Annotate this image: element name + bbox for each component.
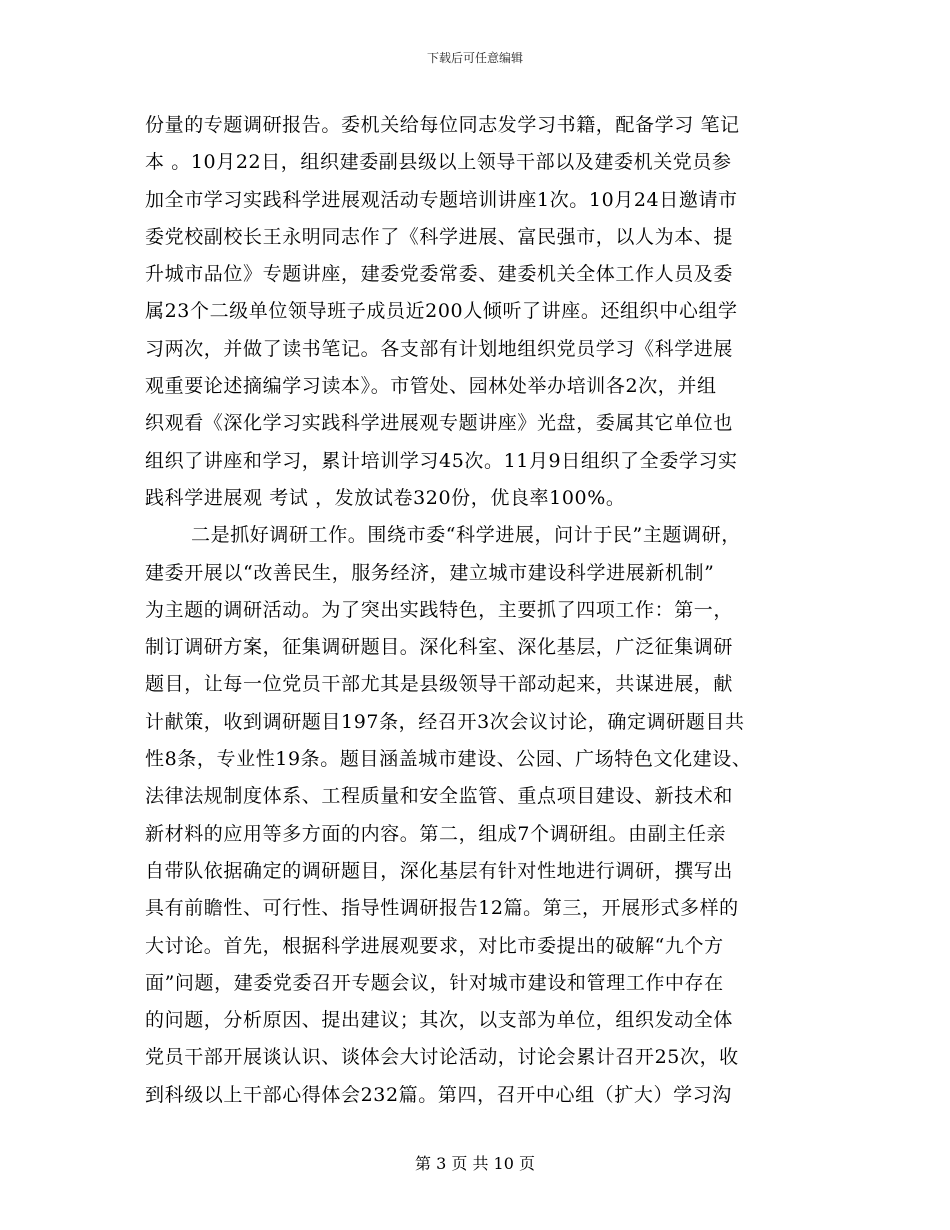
text-line: 份量的专题调研报告。委机关给每位同志发学习书籍，配备学习 笔记 — [145, 114, 740, 136]
text-line: 具有前瞻性、可行性、指导性调研报告12篇。第三，开展形式多样的 — [145, 897, 739, 920]
text-line: 性8条，专业性19条。题目涵盖城市建设、公园、广场特色文化建设、 — [145, 748, 752, 771]
text-line: 为主题的调研活动。为了突出实践特色，主要抓了四项工作：第一， — [145, 598, 734, 621]
text-line: 题目，让每一位党员干部尤其是县级领导干部动起来，共谋进展，献 — [145, 673, 734, 696]
text-line: 二是抓好调研工作。围绕市委“科学进展，问计于民”主题调研， — [191, 524, 741, 547]
text-line: 到科级以上干部心得体会232篇。第四，召开中心组（扩大）学习沟 — [145, 1083, 732, 1106]
text-line: 的问题，分析原因、提出建议；其次，以支部为单位，组织发动全体 — [145, 1009, 734, 1032]
page-number-footer: 第 3 页 共 10 页 — [415, 1154, 535, 1173]
text-line: 织观看《深化学习实践科学进展观专题讲座》光盘，委属其它单位也 — [145, 412, 734, 435]
text-line: 组织了讲座和学习，累计培训学习45次。11月9日组织了全委学习实 — [145, 449, 738, 472]
text-line: 面”问题，建委党委召开专题会议，针对城市建设和管理工作中存在 — [145, 971, 724, 994]
text-line: 大讨论。首先，根据科学进展观要求，对比市委提出的破解“九个方 — [145, 934, 724, 957]
text-line: 新材料的应用等多方面的内容。第二，组成7个调研组。由副主任亲 — [145, 822, 727, 845]
text-line: 自带队依据确定的调研题目，深化基层有针对性地进行调研，撰写出 — [145, 859, 734, 882]
text-line: 本 。10月22日，组织建委副县级以上领导干部以及建委机关党员参 — [145, 151, 732, 174]
text-line: 法律法规制度体系、工程质量和安全监管、重点项目建设、新技术和 — [145, 785, 734, 808]
text-line: 加全市学习实践科学进展观活动专题培训讲座1次。10月24日邀请市 — [145, 188, 738, 211]
text-line: 观重要论述摘编学习读本》。市管处、园林处举办培训各2次，并组 — [145, 375, 717, 398]
text-line: 委党校副校长王永明同志作了《科学进展、富民强市，以人为本、提 — [145, 225, 734, 248]
paragraph-2 — [145, 517, 810, 1114]
text-line: 制订调研方案，征集调研题目。深化科室、深化基层，广泛征集调研 — [145, 636, 734, 659]
text-line: 建委开展以“改善民生，服务经济，建立城市建设科学进展新机制” — [145, 561, 715, 584]
text-line: 践科学进展观 考试 ，发放试卷320份，优良率100%。 — [145, 486, 626, 509]
text-line: 习两次，并做了读书笔记。各支部有计划地组织党员学习《科学进展 — [145, 337, 734, 360]
text-line: 升城市品位》专题讲座，建委党委常委、建委机关全体工作人员及委 — [145, 263, 734, 286]
text-line: 属23个二级单位领导班子成员近200人倾听了讲座。还组织中心组学 — [145, 300, 738, 323]
page-header: 下载后可任意编辑 — [426, 51, 523, 65]
document-body — [145, 107, 810, 1114]
text-line: 党员干部开展谈认识、谈体会大讨论活动，讨论会累计召开25次，收 — [145, 1046, 739, 1069]
paragraph-1 — [145, 107, 810, 517]
text-line: 计献策，收到调研题目197条，经召开3次会议讨论，确定调研题目共 — [145, 710, 745, 733]
